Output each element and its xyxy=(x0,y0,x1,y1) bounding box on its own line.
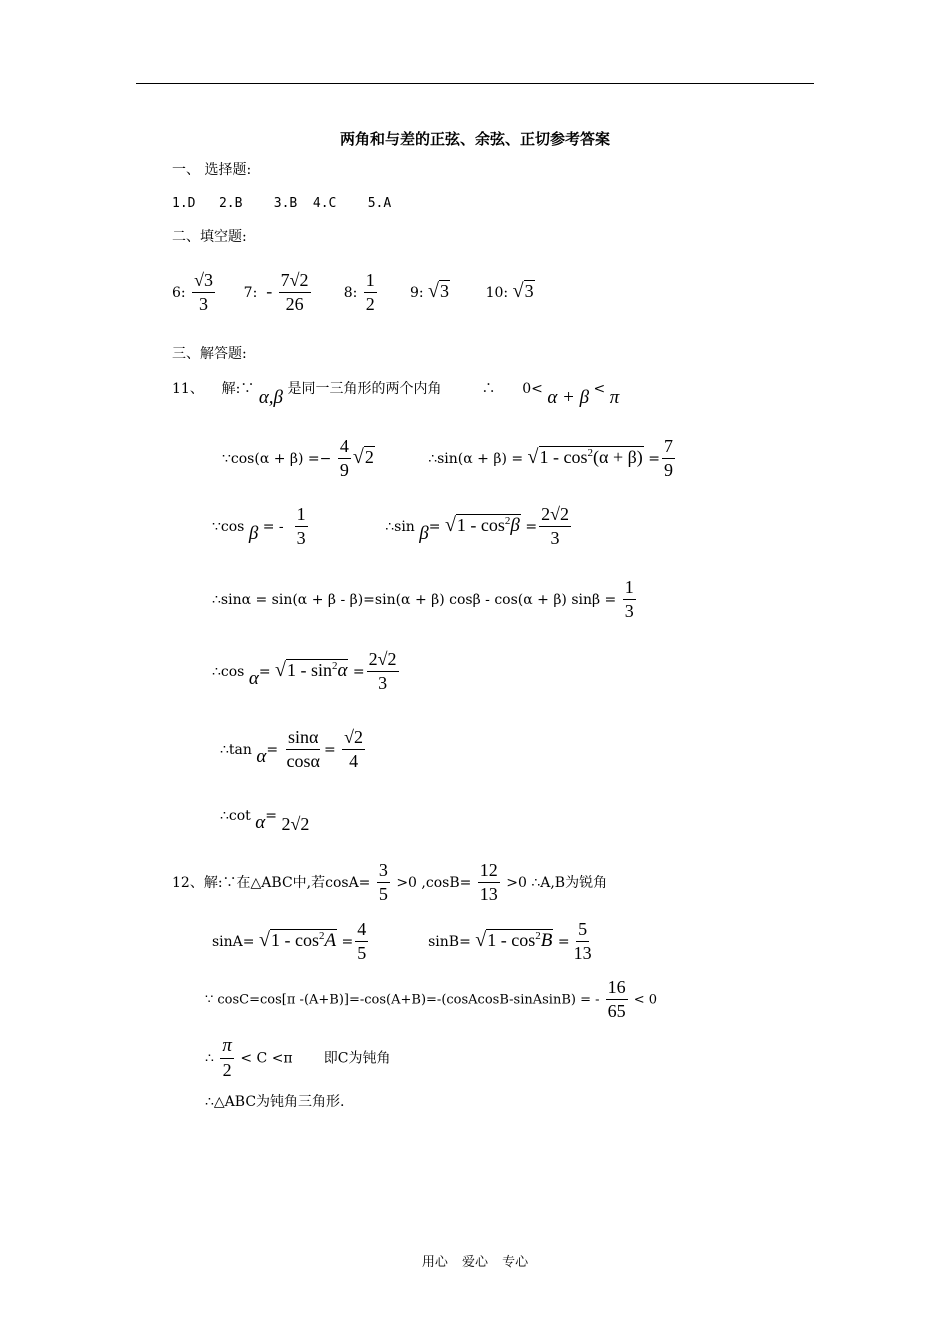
q12-sinA-label: sinA= xyxy=(212,933,255,950)
q12-cosB: $\frac{12}{13}$ xyxy=(479,860,498,904)
q12-therefore: ∴ xyxy=(205,1050,214,1067)
q11-cos-sum: ∵cos(α + β) =− xyxy=(222,450,332,467)
q11-intro xyxy=(172,378,620,408)
header-rule xyxy=(136,83,814,84)
section1-heading: 一、 选择题: xyxy=(172,162,252,178)
q11-l4-sqrt: $√1 - \sin^2\alpha$ xyxy=(275,658,348,681)
q8-answer: $\frac{1}{2}$ xyxy=(365,270,375,314)
q6-answer: $\frac{√3}{3}$ xyxy=(194,270,213,314)
q7-label: 7: xyxy=(243,284,258,301)
q9-label: 9: xyxy=(409,284,424,301)
q11-sin-beta: ∴sin xyxy=(385,518,415,535)
q11-alpha: α xyxy=(248,667,259,689)
q11-range-expr: α + β xyxy=(547,387,590,408)
q11-l2-result: $\frac{2√2}{3}$ xyxy=(541,504,569,548)
q11-l2-frac: $\frac{1}{3}$ xyxy=(296,504,306,548)
q11-intro-desc: 是同一三角形的两个内角 xyxy=(287,381,442,397)
q11-cos-alpha: ∴cos xyxy=(212,663,245,680)
q11-l2-eq: = - xyxy=(262,518,284,535)
q11-tan-alpha: ∴tan xyxy=(220,741,252,758)
q12-cosC-tail: < 0 xyxy=(633,992,658,1008)
section2-heading: 二、填空题: xyxy=(172,229,247,245)
q11-alpha-3: α xyxy=(255,812,266,833)
q11-l3-result: $\frac{1}{3}$ xyxy=(624,577,634,621)
q11-l2-sqrt: $√1 - \cos^2\beta$ xyxy=(444,513,520,536)
q12-pi-half: $\frac{\pi}{2}$ xyxy=(222,1035,232,1080)
q10-label: 10: xyxy=(485,284,509,301)
answer-1: 1.D xyxy=(172,196,196,211)
q11-label: 11、 xyxy=(172,381,204,397)
q8-label: 8: xyxy=(343,284,358,301)
q11-l4-result: $\frac{2√2}{3}$ xyxy=(368,649,397,693)
q12-line1 xyxy=(172,861,607,905)
q11-l1-sqrt: √2 xyxy=(352,445,374,468)
answer-5: 5.A xyxy=(367,196,392,211)
q11-angles: α,β xyxy=(258,387,283,408)
q12-sinA-result: $\frac{4}{5}$ xyxy=(357,919,367,963)
q11-range-lt: < xyxy=(593,381,606,397)
q12-cosA: $\frac{3}{5}$ xyxy=(378,860,388,904)
q11-pi: π xyxy=(609,387,620,408)
page-title: 两角和与差的正弦、余弦、正切参考答案 xyxy=(339,130,610,148)
q11-line4: ∴cos $\alpha= √1 - \sin^2\alpha$ = $\frac{2√2}{3}$ xyxy=(212,649,397,693)
q12-sinB-label: sinB= xyxy=(428,933,471,950)
q11-l5-result: $\frac{√2}{4}$ xyxy=(344,727,364,771)
q12-cosC-result: $\frac{16}{65}$ xyxy=(607,977,626,1021)
q11-sin-alpha-expansion: ∴sinα = sin(α + β - β)=sin(α + β) cosβ - cos(α + β) sinβ = xyxy=(212,591,617,608)
q11-line1: ∵cos(α + β) =− $\frac{4}{9}$ √2 ∴sin(α + $\beta) = √1 - \cos^2(\alpha + \beta)$ = $\frac{7}{9}$ xyxy=(222,436,673,480)
q12-conclusion: ∴△ABC为钝角三角形. xyxy=(205,1094,345,1110)
q11-line6: ∴cot α= 2√2 xyxy=(220,808,310,834)
q12-obtuse-C: 即C为钝角 xyxy=(323,1050,391,1067)
q6-label: 6: xyxy=(172,284,186,301)
q11-cot-result: 2√2 xyxy=(281,814,310,834)
q12-intro: 12、解:∵在△ABC中,若cosA= xyxy=(172,874,371,891)
q11-l5-frac: $\frac{\sin\alpha}{\cos\alpha}$ xyxy=(286,727,320,771)
answer-3: 3.B xyxy=(273,196,298,211)
q11-cot-alpha: ∴cot xyxy=(220,808,251,824)
q12-sinA-sqrt: $√1 - \cos^2A$ xyxy=(258,928,337,951)
q9-answer: √3 xyxy=(428,279,449,302)
q11-beta-2: β xyxy=(419,522,429,544)
q11-l1-frac: $\frac{4}{9}$ xyxy=(339,436,349,480)
q11-intro-text: 解:∵ xyxy=(221,381,255,397)
section3-heading: 三、解答题: xyxy=(172,346,247,362)
q11-l1-sin-sqrt: $√1 - \cos^2(\alpha + \beta)$ xyxy=(527,445,643,468)
q7-answer: $\frac{7√2}{26}$ xyxy=(280,270,309,314)
q11-therefore: ∴ xyxy=(481,381,496,397)
q7-sign: - xyxy=(266,280,273,301)
choice-answers xyxy=(172,197,391,210)
q12-sinB-sqrt: $√1 - \cos^2B$ xyxy=(475,928,553,951)
q12-line4 xyxy=(205,1036,391,1081)
q11-line3 xyxy=(212,578,638,622)
q12-sinB-result: $\frac{5}{13}$ xyxy=(573,919,592,963)
fill-answers xyxy=(172,271,535,315)
answer-2: 2.B xyxy=(218,196,243,211)
q10-answer: √3 xyxy=(512,279,534,302)
q12-line3 xyxy=(205,978,657,1022)
q11-l1-result: $\frac{7}{9}$ xyxy=(663,436,673,480)
q11-beta: β xyxy=(248,522,259,544)
q11-alpha-2: α xyxy=(256,745,267,767)
q12-line2: $\sin A= √1 - \cos^2A$ = $\frac{4}{5}$ $\sin B= √1 - \cos^2B$ = $\frac{5}{13}$ xyxy=(212,919,592,963)
answer-4: 4.C xyxy=(312,196,337,211)
q12-C-range: < C <π xyxy=(240,1050,293,1067)
q12-acute: >0 ∴A,B为锐角 xyxy=(506,874,608,891)
q11-line5: ∴tan α= $\frac{\sin\alpha}{\cos\alpha}$ = $\frac{√2}{4}$ xyxy=(220,727,364,771)
q11-range: 0< xyxy=(522,381,543,397)
q11-line2: ∵cos β = - $\frac{1}{3}$ ∴sin $\beta= √1 - \cos^2\beta$ = $\frac{2√2}{3}$ xyxy=(212,504,569,548)
q12-cosB-label: >0 ,cosB= xyxy=(396,874,472,891)
q12-cosC-expr: ∵ cosC=cos[π -(A+B)]=-cos(A+B)=-(cosAcosB-sinAsinB) = - xyxy=(205,992,600,1008)
page-footer: 用心 爱心 专心 xyxy=(421,1255,529,1270)
q11-sin-sum: ∴sin(α + β) = xyxy=(428,450,524,467)
q11-cos-beta: ∵cos xyxy=(212,518,245,535)
